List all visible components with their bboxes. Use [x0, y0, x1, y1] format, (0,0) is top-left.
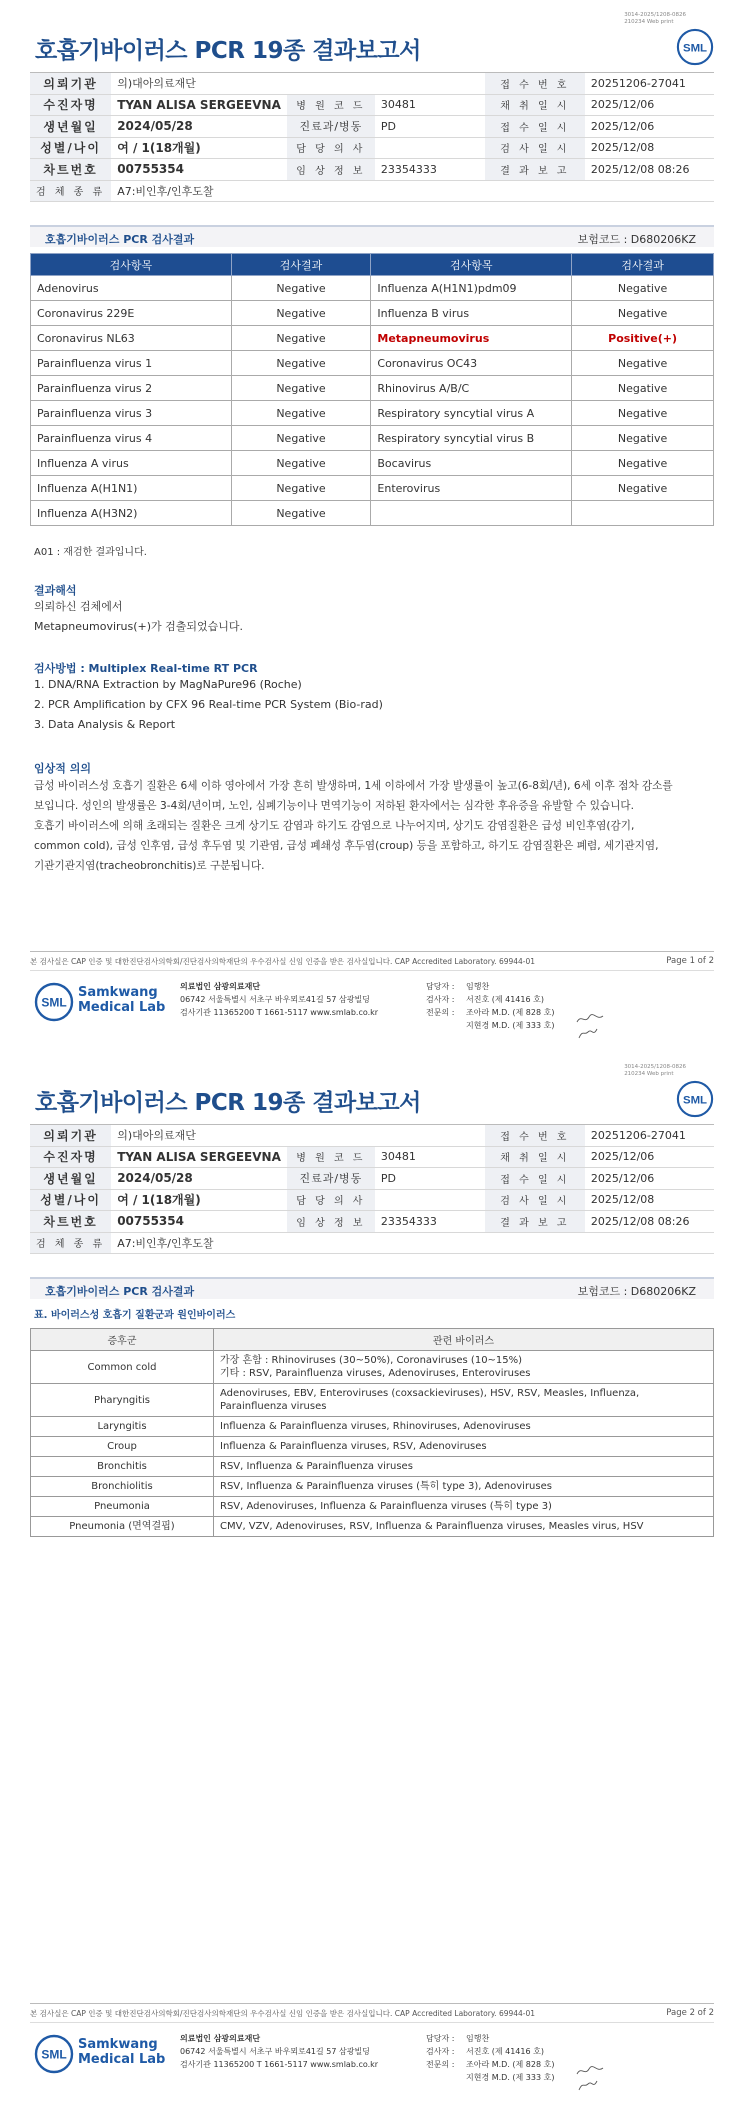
test-result: Negative	[572, 376, 714, 401]
footer-divider-2	[30, 970, 714, 971]
result-row	[31, 351, 714, 376]
clinical-title: 임상적 의의	[34, 762, 91, 775]
footer-divider	[30, 951, 714, 952]
test-item: Metapneumovirus	[371, 326, 572, 351]
sml-logo-icon	[676, 1080, 714, 1118]
signature-icon	[575, 2078, 605, 2092]
test-result: Negative	[231, 326, 371, 351]
result-row	[31, 426, 714, 451]
test-item: Influenza A virus	[31, 451, 232, 476]
patient-info-table: 의뢰기관 의)대아의료재단 접 수 번 호 20251206-27041 수진자명 TYAN ALISA SERGEEVNA 병 원 코 드 30481 채 취 일 시 2025/12/06 생년월일 2024/05/28 진료과/병동 PD 접 수 일 시 2025/12/06 성별/나이 여 / 1(18개월) 담 당 의 사 검 사 일 시 2025/12/08 차트번호 00755354 임 상 정 보 23354333 결 과 보 고 2025/12/08 08:26 검 체 종 류 A7:비인후/인후도찰	[30, 1124, 714, 1254]
lab-logo	[34, 2032, 166, 2076]
test-result: Negative	[231, 351, 371, 376]
result-row	[31, 276, 714, 301]
footer-divider-2	[30, 2022, 714, 2023]
disease-row	[31, 1437, 714, 1457]
disease-virus-table: 증후군 관련 바이러스 Common cold 가장 흔함 : Rhinoviruses (30~50%), Coronaviruses (10~15%) 기타 : RSV, Parainfluenza viruses, Adenoviruses, Enteroviruses Pharyngitis Adenoviruses, EBV, Enteroviruses (coxsackieviruses), HSV, RSV, Measles, Influenza, Parainfluenza viruses Laryngitis Influenza & Parainfluenza viruses, Rhinoviruses, Adenoviruses Croup Influenza & Parainfluenza viruses, RSV, Adenoviruses Bronchitis RSV, Influenza & Parainfluenza viruses Bronchiolitis RSV, Influenza & Parainfluenza viruses (특히 type 3), Adenoviruses Pneumonia RSV, Adenoviruses, Influenza & Parainfluenza viruses (특히 type 3) Pneumonia (면역결핍) CMV, VZV, Adenoviruses, RSV, Influenza & Parainfluenza viruses, Measles virus, HSV	[30, 1328, 714, 1537]
related-viruses: 가장 흔함 : Rhinoviruses (30~50%), Coronaviruses (10~15%) 기타 : RSV, Parainfluenza viruses, Adenoviruses, Enteroviruses	[214, 1351, 714, 1384]
result-row	[31, 376, 714, 401]
lab-name: Samkwang Medical Lab	[78, 985, 166, 1015]
clinical-text: 급성 바이러스성 호흡기 질환은 6세 이하 영아에서 가장 흔히 발생하며, 1세 이하에서 가장 발생률이 높고(6-8회/년), 6세 이후 점차 감소를 보입니다. 성인의 발생률은 3-4회/년이며, 노인, 심폐기능이나 면역기능이 저하된 환자에서는 심각한 후유증을 유발할 수 있습니다. 호흡기 바이러스에 의해 초래되는 질환은 크게 상기도 감염과 하기도 감염으로 나누어지며, 상기도 감염질환은 급성 비인후염(감기, common cold), 급성 인후염, 급성 후두염 및 기관염, 급성 폐쇄성 후두염(croup) 등을 포함하고, 하기도 감염질환은 폐렴, 세기관지염, 기관기관지염(tracheobronchitis)로 구분됩니다.	[34, 780, 673, 872]
result-row	[31, 501, 714, 526]
signature-icon	[575, 1012, 605, 1026]
related-viruses: RSV, Adenoviruses, Influenza & Parainfluenza viruses (특히 type 3)	[214, 1497, 714, 1517]
test-result: Negative	[572, 301, 714, 326]
test-result: Negative	[572, 426, 714, 451]
result-row	[31, 326, 714, 351]
test-result: Negative	[572, 401, 714, 426]
disease-table-title: 표. 바이러스성 호흡기 질환군과 원인바이러스	[34, 1310, 236, 1321]
result-row	[31, 301, 714, 326]
test-item: Coronavirus OC43	[371, 351, 572, 376]
signature-icon	[575, 2064, 605, 2078]
test-result: Negative	[231, 426, 371, 451]
staff-info: 담당자 : 임행찬 검사자 : 서진호 (제 41416 호) 전문의 : 조아라 M.D. (제 828 호) 지현경 M.D. (제 333 호)	[426, 982, 555, 1030]
sml-mark-icon	[34, 2034, 74, 2074]
cap-certification: 본 검사실은 CAP 인증 및 대한진단검사의학회/진단검사의학재단의 우수검사실 신임 인증을 받은 검사실입니다. CAP Accredited Laboratory. 69944-01	[30, 957, 536, 966]
test-item: Rhinovirus A/B/C	[371, 376, 572, 401]
test-item: Influenza A(H3N2)	[31, 501, 232, 526]
syndrome-name: Bronchitis	[31, 1457, 214, 1477]
test-item: Parainfluenza virus 2	[31, 376, 232, 401]
method-title: 검사방법 : Multiplex Real-time RT PCR	[34, 662, 258, 675]
syndrome-name: Laryngitis	[31, 1417, 214, 1437]
test-item: Influenza B virus	[371, 301, 572, 326]
related-viruses: RSV, Influenza & Parainfluenza viruses (특히 type 3), Adenoviruses	[214, 1477, 714, 1497]
test-item: Parainfluenza virus 1	[31, 351, 232, 376]
disease-row	[31, 1457, 714, 1477]
results-section-bar	[30, 225, 714, 247]
result-row	[31, 451, 714, 476]
results-section-title: 호흡기바이러스 PCR 검사결과	[45, 233, 195, 246]
svg-text:SML: SML	[41, 2047, 67, 2062]
result-row	[31, 401, 714, 426]
staff-info: 담당자 : 임행찬 검사자 : 서진호 (제 41416 호) 전문의 : 조아라 M.D. (제 828 호) 지현경 M.D. (제 333 호)	[426, 2034, 555, 2082]
results-section-bar	[30, 1277, 714, 1299]
test-result: Negative	[231, 451, 371, 476]
results-section-title: 호흡기바이러스 PCR 검사결과	[45, 1285, 195, 1298]
document-header	[30, 1062, 714, 1117]
document-header	[30, 10, 714, 65]
insurance-code: 보험코드 : D680206KZ	[577, 233, 696, 246]
related-viruses: Adenoviruses, EBV, Enteroviruses (coxsackieviruses), HSV, RSV, Measles, Influenza, Parainfluenza viruses	[214, 1384, 714, 1417]
test-item: Coronavirus 229E	[31, 301, 232, 326]
syndrome-name: Pharyngitis	[31, 1384, 214, 1417]
page-number: Page 2 of 2	[666, 2008, 714, 2018]
lab-name: Samkwang Medical Lab	[78, 2037, 166, 2067]
report-title: 호흡기바이러스 PCR 19종 결과보고서	[35, 1090, 421, 1116]
insurance-code: 보험코드 : D680206KZ	[577, 1285, 696, 1298]
syndrome-name: Common cold	[31, 1351, 214, 1384]
related-viruses: RSV, Influenza & Parainfluenza viruses	[214, 1457, 714, 1477]
method-steps: 1. DNA/RNA Extraction by MagNaPure96 (Roche) 2. PCR Amplification by CFX 96 Real-time PCR System (Bio-rad) 3. Data Analysis & Report	[34, 678, 383, 731]
print-code: 3014-2025/1208-0826 210234 Web print	[624, 1064, 686, 1077]
result-row	[31, 476, 714, 501]
test-item: Enterovirus	[371, 476, 572, 501]
disease-row	[31, 1517, 714, 1537]
signature-icon	[575, 1026, 605, 1040]
test-result: Negative	[231, 476, 371, 501]
test-result: Negative	[572, 276, 714, 301]
page-number: Page 1 of 2	[666, 956, 714, 966]
pcr-result-table: 검사항목 검사결과 검사항목 검사결과 Adenovirus Negative Influenza A(H1N1)pdm09 Negative Coronavirus 229E Negative Influenza B virus Negative Coronavirus NL63 Negative Metapneumovirus Positive(+) Parainfluenza virus 1 Negative Coronavirus OC43 Negative Parainfluenza virus 2 Negative Rhinovirus A/B/C Negative Parainfluenza virus 3 Negative Respiratory syncytial virus A Negative Parainfluenza virus 4 Negative Respiratory syncytial virus B Negative Influenza A virus Negative Bocavirus Negative Influenza A(H1N1) Negative Enterovirus Negative Influenza A(H3N2) Negative	[30, 253, 714, 526]
sml-logo-icon	[676, 28, 714, 66]
related-viruses: Influenza & Parainfluenza viruses, Rhinoviruses, Adenoviruses	[214, 1417, 714, 1437]
related-viruses: CMV, VZV, Adenoviruses, RSV, Influenza & Parainfluenza viruses, Measles virus, HSV	[214, 1517, 714, 1537]
lab-logo	[34, 980, 166, 1024]
syndrome-name: Pneumonia	[31, 1497, 214, 1517]
test-item: Parainfluenza virus 4	[31, 426, 232, 451]
test-item: Respiratory syncytial virus A	[371, 401, 572, 426]
disease-row	[31, 1477, 714, 1497]
disease-row	[31, 1497, 714, 1517]
retest-note: A01 : 재검한 결과입니다.	[34, 547, 147, 558]
test-result: Negative	[572, 476, 714, 501]
svg-text:SML: SML	[41, 995, 67, 1010]
related-viruses: Influenza & Parainfluenza viruses, RSV, Adenoviruses	[214, 1437, 714, 1457]
disease-row	[31, 1351, 714, 1384]
test-result: Positive(+)	[572, 326, 714, 351]
test-item: Parainfluenza virus 3	[31, 401, 232, 426]
report-page-2	[0, 1052, 744, 2104]
disease-row	[31, 1417, 714, 1437]
test-result: Negative	[231, 501, 371, 526]
test-item	[371, 501, 572, 526]
sml-mark-icon	[34, 982, 74, 1022]
test-result: Negative	[231, 401, 371, 426]
test-item: Adenovirus	[31, 276, 232, 301]
syndrome-name: Pneumonia (면역결핍)	[31, 1517, 214, 1537]
test-result: Negative	[231, 376, 371, 401]
test-item: Influenza A(H1N1)pdm09	[371, 276, 572, 301]
test-item: Influenza A(H1N1)	[31, 476, 232, 501]
disease-row	[31, 1384, 714, 1417]
cap-certification: 본 검사실은 CAP 인증 및 대한진단검사의학회/진단검사의학재단의 우수검사실 신임 인증을 받은 검사실입니다. CAP Accredited Laboratory. 69944-01	[30, 2009, 536, 2018]
test-result: Negative	[572, 451, 714, 476]
test-result: Negative	[231, 276, 371, 301]
test-result: Negative	[231, 301, 371, 326]
test-result: Negative	[572, 351, 714, 376]
syndrome-name: Croup	[31, 1437, 214, 1457]
print-code: 3014-2025/1208-0826 210234 Web print	[624, 12, 686, 25]
test-item: Bocavirus	[371, 451, 572, 476]
report-title: 호흡기바이러스 PCR 19종 결과보고서	[35, 38, 421, 64]
svg-text:SML: SML	[682, 42, 708, 55]
test-result	[572, 501, 714, 526]
svg-text:SML: SML	[682, 1094, 708, 1107]
test-item: Coronavirus NL63	[31, 326, 232, 351]
org-info: 의료법인 삼광의료재단 06742 서울특별시 서초구 바우뫼로41길 57 삼광빌딩 검사기관 11365200 T 1661-5117 www.smlab.co.kr	[180, 2034, 379, 2069]
patient-info-table: 의뢰기관 의)대아의료재단 접 수 번 호 20251206-27041 수진자명 TYAN ALISA SERGEEVNA 병 원 코 드 30481 채 취 일 시 2025/12/06 생년월일 2024/05/28 진료과/병동 PD 접 수 일 시 2025/12/06 성별/나이 여 / 1(18개월) 담 당 의 사 검 사 일 시 2025/12/08 차트번호 00755354 임 상 정 보 23354333 결 과 보 고 2025/12/08 08:26 검 체 종 류 A7:비인후/인후도찰	[30, 72, 714, 202]
test-item: Respiratory syncytial virus B	[371, 426, 572, 451]
syndrome-name: Bronchiolitis	[31, 1477, 214, 1497]
footer-divider	[30, 2003, 714, 2004]
org-info: 의료법인 삼광의료재단 06742 서울특별시 서초구 바우뫼로41길 57 삼광빌딩 검사기관 11365200 T 1661-5117 www.smlab.co.kr	[180, 982, 379, 1017]
interpretation-title: 결과해석	[34, 584, 77, 597]
interpretation-text: 의뢰하신 검체에서 Metapneumovirus(+)가 검출되었습니다.	[34, 600, 244, 633]
